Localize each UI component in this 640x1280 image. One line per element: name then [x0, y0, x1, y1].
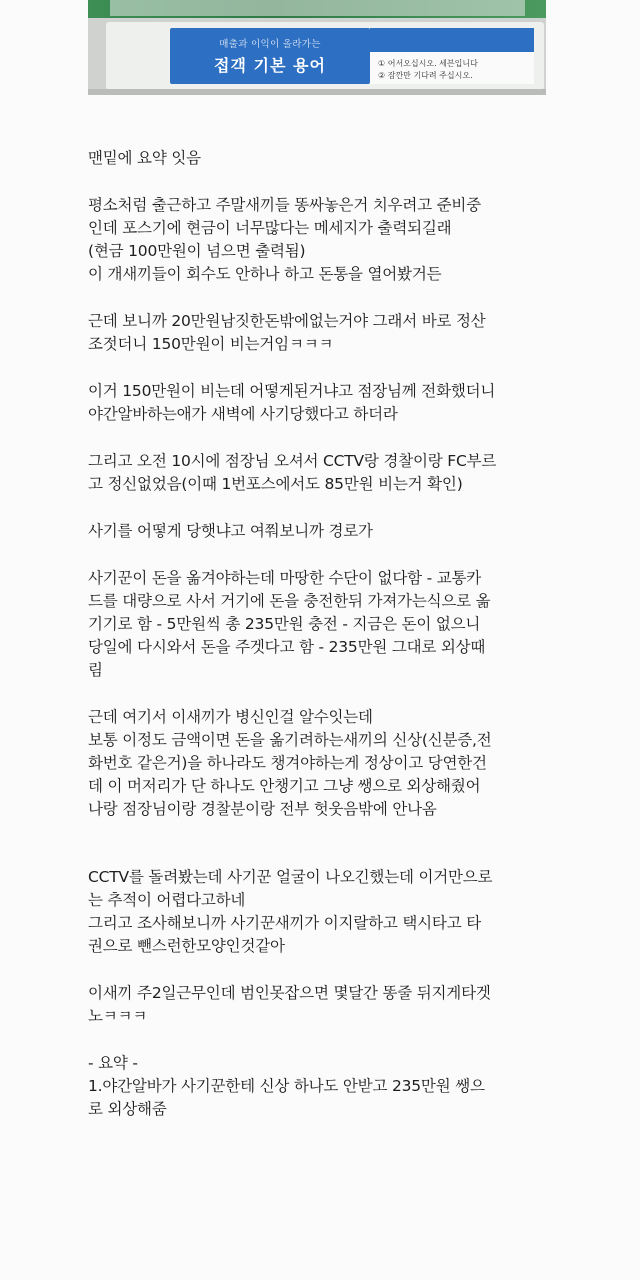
paragraph-rant [88, 706, 558, 821]
text-line: CCTV를 돌려봤는데 사기꾼 얼굴이 나오긴했는데 이거만으로 [88, 868, 493, 886]
text-line: 고 정신없었음(이때 1번포스에서도 85만원 비는거 확인) [88, 475, 463, 493]
sign-subtitle: 매출과 이익이 올라가는 [219, 39, 321, 50]
text-line: 나랑 점장님이랑 경찰분이랑 전부 헛웃음밖에 안나옴 [88, 800, 437, 818]
text-line: 사기를 어떻게 당햇냐고 여쭤보니까 경로가 [88, 522, 373, 540]
text-line: (현금 100만원이 넘으면 출력됨) [88, 242, 306, 260]
text-line: 이새끼 주2일근무인데 범인못잡으면 몇달간 똥줄 뒤지게타겟 [88, 984, 491, 1002]
text-line: 이 개새끼들이 회수도 안하나 하고 돈통을 열어봤거든 [88, 265, 442, 283]
text-line: 림 [88, 661, 103, 679]
text-line: 보통 이정도 금액이면 돈을 옮기려하는새끼의 신상(신분증,전 [88, 731, 492, 749]
text-line: 인데 포스기에 현금이 너무많다는 메세지가 출력되길래 [88, 219, 452, 237]
paragraph-settlement [88, 310, 558, 356]
text-line: 데 이 머저리가 단 하나도 안챙기고 그냥 쌩으로 외상해줬어 [88, 777, 481, 795]
text-line: 사기꾼이 돈을 옮겨야하는데 마땅한 수단이 없다함 - 교통카 [88, 569, 482, 587]
post-body [88, 147, 558, 1121]
text-line: 근데 여기서 이새끼가 병신인걸 알수잇는데 [88, 708, 373, 726]
text-line: 화번호 같은거)을 하나라도 챙겨야하는게 정상이고 당연한건 [88, 754, 487, 772]
sign-phrase-2: ② 잠깐만 기다려 주십시오. [378, 71, 473, 80]
paragraph-summary [88, 1052, 558, 1121]
paragraph-call [88, 380, 558, 426]
text-line: 로 외상해줌 [88, 1100, 167, 1118]
text-line: 이거 150만원이 비는데 어떻게된거냐고 점장님께 전화했더니 [88, 382, 496, 400]
text-line: 그리고 조사해보니까 사기꾼새끼가 이지랄하고 택시타고 타 [88, 914, 481, 932]
text-line: 는 추적이 어렵다고하네 [88, 891, 246, 909]
paragraph-worker [88, 982, 558, 1028]
paragraph-scam-steps [88, 567, 558, 682]
paragraph-cctv [88, 866, 558, 958]
text-line: 드를 대량으로 사서 거기에 돈을 충전한뒤 가져가는식으로 옮 [88, 592, 491, 610]
sign-phrase-box [370, 52, 534, 84]
summary-heading: - 요약 - [88, 1054, 138, 1072]
text-line: 1.야간알바가 사기꾼한테 신상 하나도 안받고 235만원 쌩으 [88, 1077, 485, 1095]
paragraph-summary-note [88, 147, 558, 170]
paragraph-intro [88, 194, 558, 286]
text-line: 당일에 다시와서 돈을 주겟다고 함 - 235만원 그대로 외상때 [88, 638, 486, 656]
text-line: 야간알바하는애가 새벽에 사기당했다고 하더라 [88, 405, 398, 423]
paragraph-manager [88, 450, 558, 496]
text-line: 평소처럼 출근하고 주말새끼들 똥싸놓은거 치우려고 준비중 [88, 196, 481, 214]
text-line: 노ㅋㅋㅋ [88, 1007, 148, 1025]
text-line: 기기로 함 - 5만원씩 총 235만원 충전 - 지금은 돈이 없으니 [88, 615, 481, 633]
text-line: 조젓더니 150만원이 비는거임ㅋㅋㅋ [88, 335, 334, 353]
text-line: 그리고 오전 10시에 점장님 오셔서 CCTV랑 경찰이랑 FC부르 [88, 452, 497, 470]
sign-phrase-1: ① 어서오십시오. 세븐입니다 [378, 59, 478, 68]
text-line: 근데 보니까 20만원남짓한돈밖에없는거야 그래서 바로 정산 [88, 312, 486, 330]
text-line: 맨밑에 요약 잇음 [88, 149, 201, 167]
sign-title: 접객 기본 용어 [214, 56, 326, 75]
header-photo [88, 0, 546, 95]
paragraph-route [88, 520, 558, 543]
text-line: 권으로 뺀스런한모양인것같아 [88, 937, 285, 955]
